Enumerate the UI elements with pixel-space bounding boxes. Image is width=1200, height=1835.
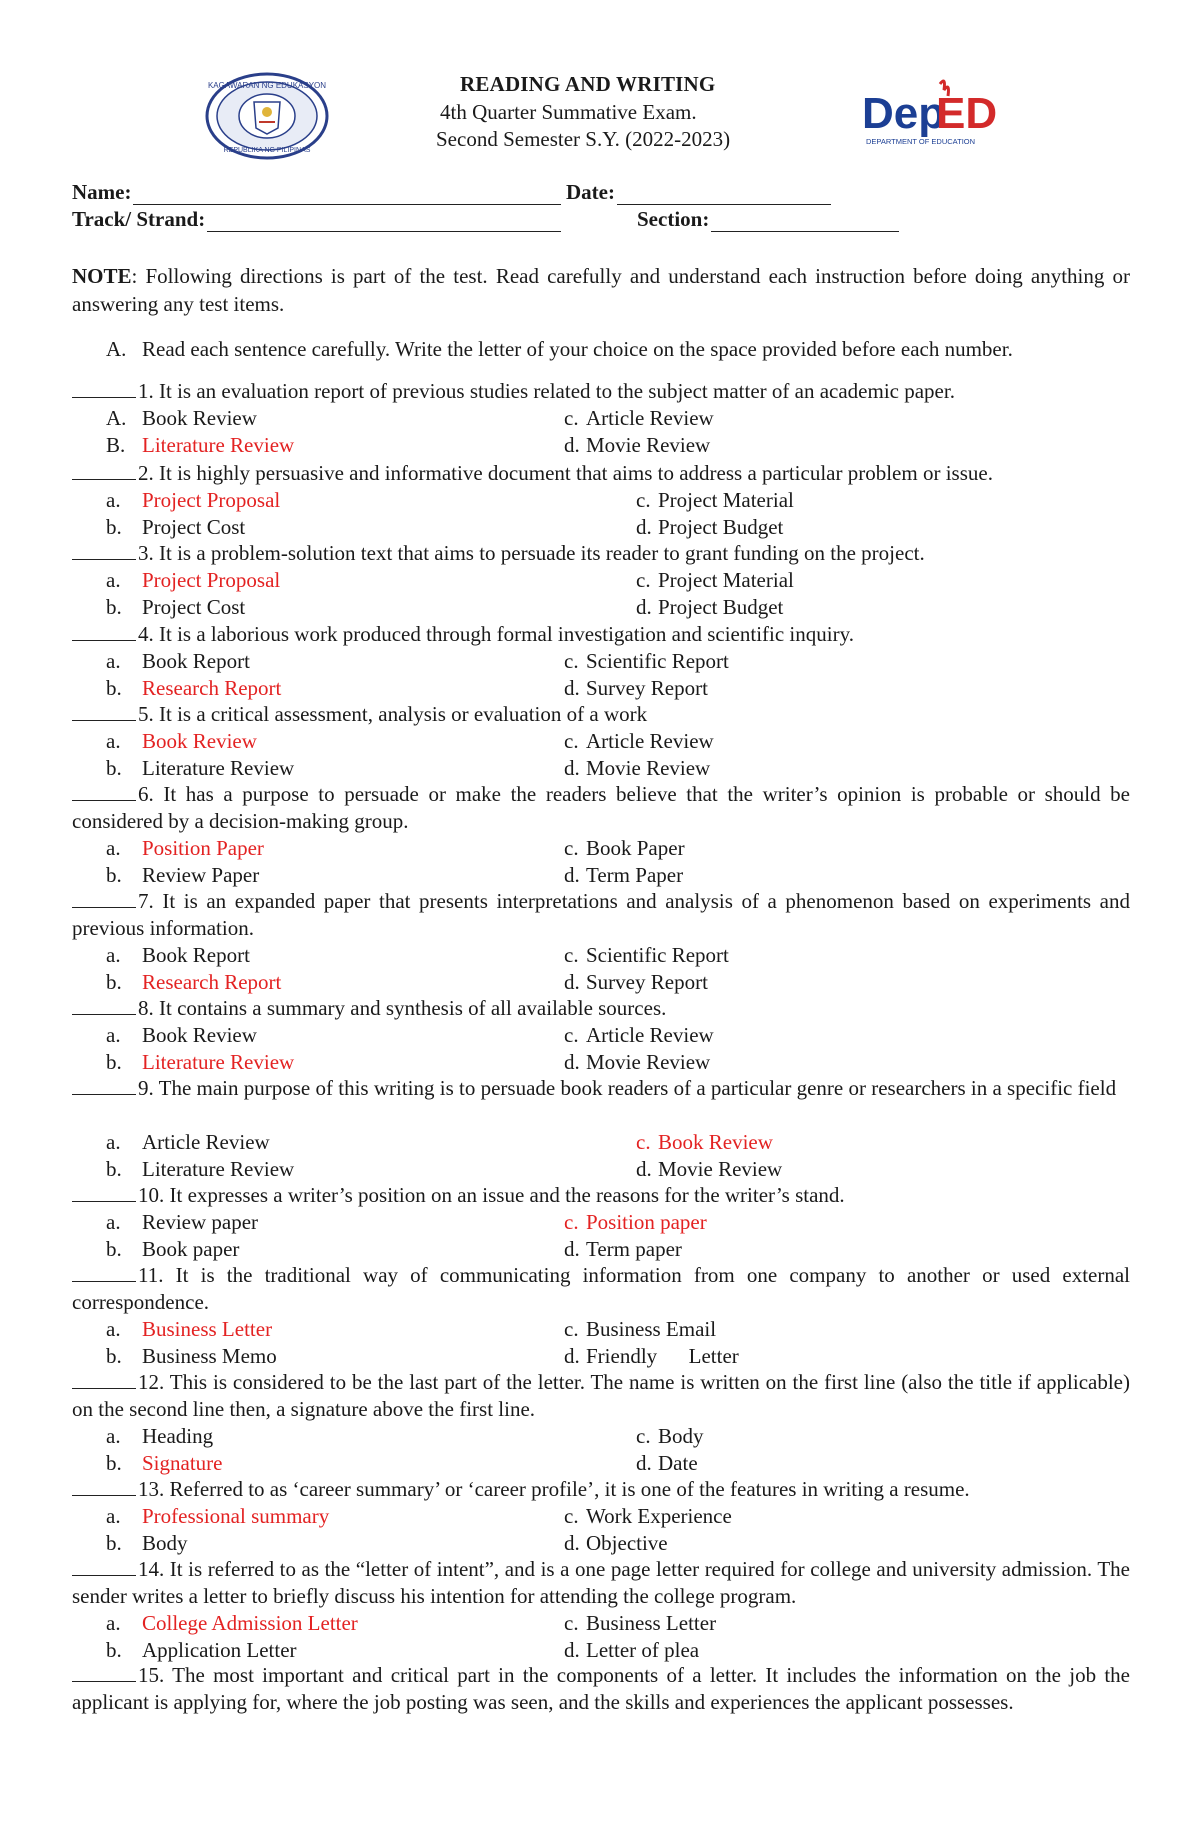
- option-c: c. Body: [636, 1424, 704, 1448]
- question-text: 9. The main purpose of this writing is to persuade book readers of a particular genre or researchers in a specific field: [138, 1076, 1117, 1100]
- svg-text:ED: ED: [936, 89, 998, 138]
- question-15: [72, 1662, 1130, 1716]
- question-text: 13. Referred to as ‘career summary’ or ‘career profile’, it is one of the features in writing a resume.: [138, 1477, 970, 1501]
- question-9: [72, 1075, 1130, 1129]
- answer-blank[interactable]: [72, 781, 136, 801]
- section-field[interactable]: Section:: [637, 207, 899, 232]
- question-13: [72, 1476, 1130, 1503]
- question-text: 11. It is the traditional way of communicating information from one company to another or used external correspondence.: [72, 1263, 1130, 1314]
- answer-blank[interactable]: [72, 1556, 136, 1576]
- option-d: d. Movie Review: [636, 1157, 783, 1181]
- question-5: [72, 701, 1130, 728]
- option-d: d. Movie Review: [564, 1050, 711, 1074]
- option-c: c. Scientific Report: [564, 649, 729, 673]
- option-b: b. Review Paper: [106, 863, 260, 887]
- date-field[interactable]: Date:: [566, 180, 831, 205]
- option-c: c. Business Email: [564, 1317, 717, 1341]
- option-c: c. Project Material: [636, 488, 794, 512]
- note-paragraph: NOTE: Following directions is part of the test. Read carefully and understand each instruction before doing anything or answering any test items.: [72, 264, 1130, 316]
- option-d: d. Project Budget: [636, 595, 784, 619]
- answer-blank[interactable]: [72, 1182, 136, 1202]
- question-3: [72, 540, 1130, 567]
- answer-blank[interactable]: [72, 1369, 136, 1389]
- school-year: Second Semester S.Y. (2022-2023): [436, 127, 731, 151]
- option-d: d. Project Budget: [636, 515, 784, 539]
- option-a: a. Project Proposal: [106, 488, 281, 512]
- answer-blank[interactable]: [72, 1476, 136, 1496]
- option-b: B. Literature Review: [106, 433, 295, 457]
- option-c: c. Work Experience: [564, 1504, 732, 1528]
- option-b: b. Literature Review: [106, 756, 295, 780]
- deped-logo-icon: [860, 76, 1010, 152]
- option-a: a. Book Report: [106, 943, 250, 967]
- option-d: d. Term Paper: [564, 863, 684, 887]
- option-a: a. College Admission Letter: [106, 1611, 358, 1635]
- question-text: 6. It has a purpose to persuade or make the readers believe that the writer’s opinion is probable or should be considered by a decision-making group.: [72, 782, 1130, 833]
- question-11: [72, 1262, 1130, 1316]
- question-text: 14. It is referred to as the “letter of intent”, and is a one page letter required for college and university admission. The sender writes a letter to briefly discuss his intention for attending the college program.: [72, 1557, 1130, 1608]
- question-12: [72, 1369, 1130, 1423]
- question-text: 10. It expresses a writer’s position on an issue and the reasons for the writer’s stand.: [138, 1183, 845, 1207]
- question-text: 15. The most important and critical part in the components of a letter. It includes the information on the job the applicant is applying for, where the job posting was seen, and the skills and experiences the applicant possesses.: [72, 1663, 1130, 1714]
- answer-blank[interactable]: [72, 1262, 136, 1282]
- option-a: a. Business Letter: [106, 1317, 273, 1341]
- option-a: a. Professional summary: [106, 1504, 330, 1528]
- option-a: a. Article Review: [106, 1130, 270, 1154]
- svg-text:Dep: Dep: [862, 89, 946, 138]
- question-text: 3. It is a problem-solution text that aims to persuade its reader to grant funding on the project.: [138, 541, 925, 565]
- question-8: [72, 995, 1130, 1022]
- deped-seal-icon: [204, 72, 330, 160]
- question-6: [72, 781, 1130, 835]
- question-14: [72, 1556, 1130, 1610]
- answer-blank[interactable]: [72, 1662, 136, 1682]
- question-text: 8. It contains a summary and synthesis of all available sources.: [138, 996, 667, 1020]
- question-4: [72, 621, 1130, 648]
- option-d: d. Survey Report: [564, 970, 708, 994]
- question-text: 2. It is highly persuasive and informative document that aims to address a particular problem or issue.: [138, 461, 993, 485]
- question-text: 5. It is a critical assessment, analysis or evaluation of a work: [138, 702, 648, 726]
- answer-blank[interactable]: [72, 888, 136, 908]
- answer-blank[interactable]: [72, 1075, 136, 1095]
- answer-blank[interactable]: [72, 701, 136, 721]
- option-b: b. Business Memo: [106, 1344, 277, 1368]
- option-a: A. Book Review: [106, 406, 257, 430]
- option-b: b. Book paper: [106, 1237, 240, 1261]
- name-field[interactable]: Name:: [72, 180, 561, 205]
- option-b: b. Research Report: [106, 970, 282, 994]
- option-c: c. Article Review: [564, 729, 714, 753]
- instruction-a: A. Read each sentence carefully. Write the letter of your choice on the space provided before each number.: [106, 337, 1013, 361]
- option-a: a. Heading: [106, 1424, 214, 1448]
- svg-text:REPUBLIKA NG PILIPINAS: REPUBLIKA NG PILIPINAS: [223, 147, 311, 154]
- answer-blank[interactable]: [72, 621, 136, 641]
- option-b: b. Body: [106, 1531, 188, 1555]
- question-2: [72, 460, 1130, 487]
- option-a: a. Review paper: [106, 1210, 259, 1234]
- option-b: b. Research Report: [106, 676, 282, 700]
- answer-blank[interactable]: [72, 378, 136, 398]
- option-a: a. Book Review: [106, 1023, 257, 1047]
- answer-blank[interactable]: [72, 995, 136, 1015]
- option-a: a. Book Review: [106, 729, 257, 753]
- option-c: c. Project Material: [636, 568, 794, 592]
- option-d: d. Objective: [564, 1531, 668, 1555]
- option-c: c. Scientific Report: [564, 943, 729, 967]
- exam-subtitle: 4th Quarter Summative Exam.: [440, 100, 697, 124]
- option-c: c. Business Letter: [564, 1611, 717, 1635]
- track-strand-field[interactable]: Track/ Strand:: [72, 207, 561, 232]
- question-text: 12. This is considered to be the last part of the letter. The name is written on the first line (also the title if applicable) on the second line then, a signature above the first line.: [72, 1370, 1130, 1421]
- exam-title: READING AND WRITING: [460, 72, 716, 96]
- svg-text:DEPARTMENT OF EDUCATION: DEPARTMENT OF EDUCATION: [866, 137, 976, 146]
- option-b: b. Project Cost: [106, 595, 246, 619]
- option-b: b. Application Letter: [106, 1638, 297, 1662]
- question-10: [72, 1182, 1130, 1209]
- option-b: b. Literature Review: [106, 1050, 295, 1074]
- option-c: c. Book Review: [636, 1130, 773, 1154]
- question-text: 7. It is an expanded paper that presents interpretations and analysis of a phenomenon based on experiments and previous information.: [72, 889, 1130, 940]
- option-a: a. Project Proposal: [106, 568, 281, 592]
- option-b: b. Signature: [106, 1451, 223, 1475]
- option-c: c. Article Review: [564, 1023, 714, 1047]
- option-d: d. Survey Report: [564, 676, 708, 700]
- option-b: b. Project Cost: [106, 515, 246, 539]
- option-a: a. Position Paper: [106, 836, 264, 860]
- question-text: 4. It is a laborious work produced through formal investigation and scientific inquiry.: [138, 622, 854, 646]
- question-1: [72, 378, 1130, 405]
- option-b: b. Literature Review: [106, 1157, 295, 1181]
- option-c: c. Article Review: [564, 406, 714, 430]
- option-d: d. Term paper: [564, 1237, 682, 1261]
- option-c: c. Position paper: [564, 1210, 707, 1234]
- svg-text:KAGAWARAN NG EDUKASYON: KAGAWARAN NG EDUKASYON: [207, 81, 327, 90]
- option-d: d. Movie Review: [564, 756, 711, 780]
- option-d: d. Date: [636, 1451, 698, 1475]
- option-a: a. Book Report: [106, 649, 250, 673]
- option-d: d. Letter of plea: [564, 1638, 700, 1662]
- question-text: 1. It is an evaluation report of previous studies related to the subject matter of an academic paper.: [138, 379, 955, 403]
- option-c: c. Book Paper: [564, 836, 685, 860]
- answer-blank[interactable]: [72, 460, 136, 480]
- question-7: [72, 888, 1130, 942]
- option-d: d. Movie Review: [564, 433, 711, 457]
- answer-blank[interactable]: [72, 540, 136, 560]
- option-d: d. Friendly Letter: [564, 1344, 739, 1368]
